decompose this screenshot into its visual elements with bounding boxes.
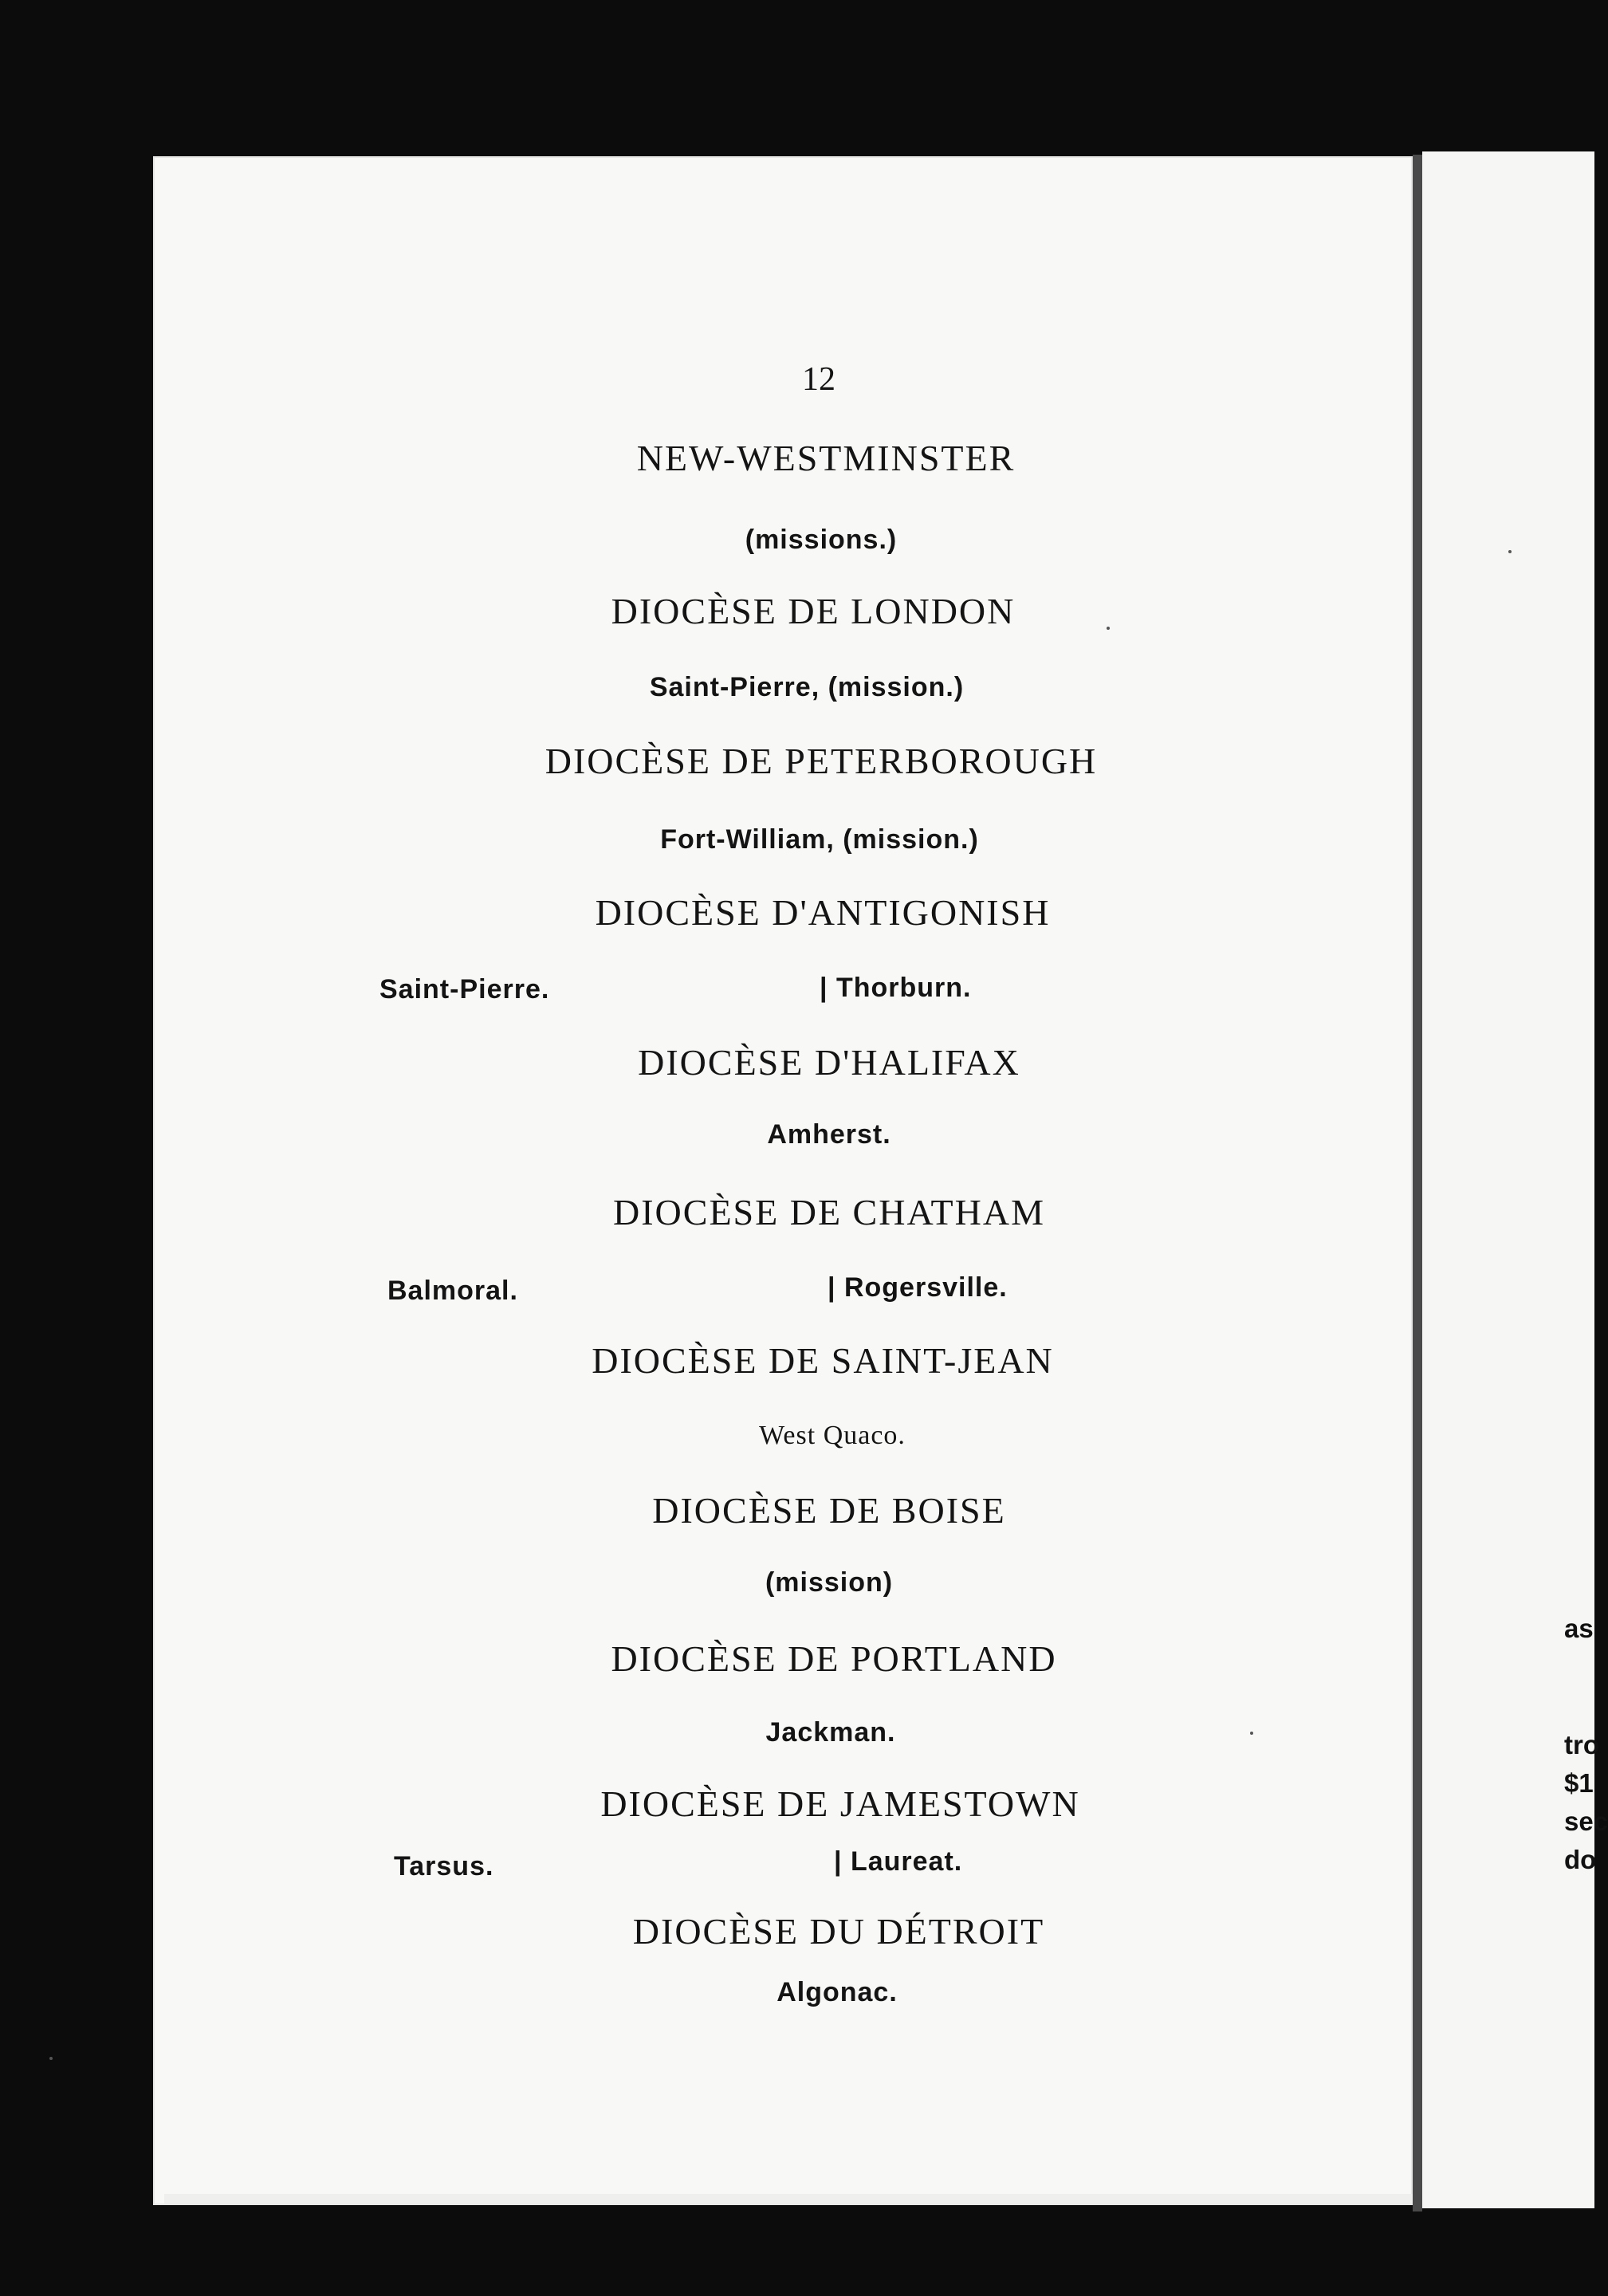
parish-right: | Laureat.	[834, 1846, 963, 1877]
section-subtitle: (missions.)	[745, 525, 898, 555]
section-heading: DIOCÈSE DE PETERBOROUGH	[545, 741, 1098, 781]
section-heading: DIOCÈSE DE PORTLAND	[611, 1638, 1057, 1679]
parish-right: | Thorburn.	[820, 973, 972, 1003]
section-heading: DIOCÈSE DE CHATHAM	[613, 1192, 1045, 1233]
scan-speck	[49, 2057, 53, 2060]
facing-page-fragment: tro	[1564, 1730, 1599, 1759]
section-subtitle: (mission)	[765, 1567, 894, 1598]
section-heading: DIOCÈSE D'HALIFAX	[638, 1042, 1020, 1083]
section-heading: DIOCÈSE DE JAMESTOWN	[600, 1783, 1080, 1824]
section-heading: DIOCÈSE D'ANTIGONISH	[595, 892, 1051, 933]
facing-page-fragment: $1	[1564, 1768, 1594, 1798]
section-subtitle: Amherst.	[767, 1119, 891, 1150]
section-subtitle: West Quaco.	[759, 1421, 906, 1450]
section-subtitle: Jackman.	[765, 1717, 896, 1748]
section-subtitle: Fort-William, (mission.)	[660, 824, 979, 855]
section-heading: DIOCÈSE DE BOISE	[652, 1490, 1006, 1531]
section-subtitle: Saint-Pierre, (mission.)	[649, 672, 965, 702]
parish-left: Saint-Pierre.	[379, 974, 550, 1005]
section-heading: NEW-WESTMINSTER	[636, 438, 1016, 478]
facing-page-fragment: sec	[1564, 1807, 1608, 1836]
facing-page-fragment: as	[1564, 1614, 1594, 1643]
scan-speck	[1508, 550, 1512, 553]
parish-right: | Rogersville.	[828, 1272, 1008, 1303]
page-edge	[164, 2194, 1413, 2204]
parish-left: Balmoral.	[387, 1276, 518, 1306]
book-gutter	[1413, 155, 1422, 2211]
scan-speck	[1107, 627, 1110, 630]
section-heading: DIOCÈSE DU DÉTROIT	[632, 1911, 1045, 1952]
section-heading: DIOCÈSE DE LONDON	[611, 591, 1016, 631]
section-heading: DIOCÈSE DE SAINT-JEAN	[592, 1340, 1054, 1381]
right-page	[1422, 151, 1597, 2208]
parish-left: Tarsus.	[394, 1851, 494, 1881]
facing-page-fragment: do	[1564, 1845, 1597, 1874]
section-subtitle: Algonac.	[776, 1977, 898, 2007]
scan-speck	[1250, 1732, 1253, 1735]
page-number: 12	[802, 361, 835, 398]
